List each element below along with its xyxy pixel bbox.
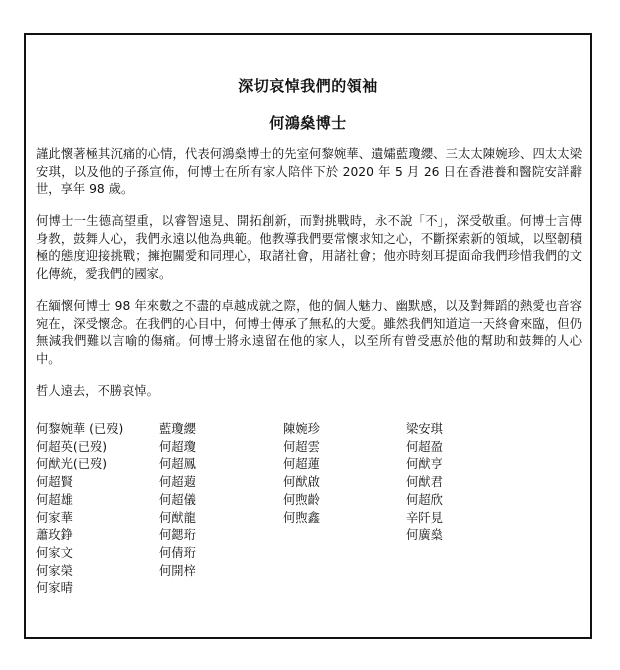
- signatory: 何超盈: [406, 439, 443, 454]
- signatory: 梁安琪: [406, 422, 443, 436]
- obituary-notice-frame: [24, 33, 592, 639]
- signatory: 何猷光(已歿): [36, 457, 108, 472]
- signatory: 何超欣: [406, 492, 443, 507]
- signatories-column-4: [406, 421, 443, 545]
- signatory: 何家文: [36, 545, 73, 560]
- signatory: 何猷君: [406, 475, 443, 490]
- deceased-name-title: 何鴻燊博士: [269, 114, 347, 132]
- signatory: 何倩珩: [159, 545, 196, 560]
- signatories-column-3: [283, 421, 320, 527]
- signatory: 何黎婉華 (已歿): [36, 422, 124, 436]
- signatories-column-1: [36, 421, 123, 598]
- signatory: 何開梓: [159, 563, 196, 578]
- signatory: 藍瓊纓: [159, 422, 196, 436]
- signatory: 何家晴: [36, 581, 73, 596]
- signatory: 陳婉珍: [283, 422, 320, 436]
- signatory: 何超瓊: [159, 439, 196, 454]
- signatory: 何家榮: [36, 563, 73, 578]
- signatory: 何超儀: [159, 492, 196, 507]
- signatory: 何煦齡: [283, 492, 320, 507]
- signatory: 何超英(已歿): [36, 439, 108, 454]
- signatory: 何超雄: [36, 492, 73, 507]
- signatory: 何煦鑫: [283, 510, 320, 525]
- signatory: 何家華: [36, 510, 73, 525]
- signatory: 何超蓮: [283, 457, 320, 472]
- signatories-column-2: [159, 421, 196, 580]
- signatory: 何猷啟: [283, 475, 320, 490]
- tribute-paragraph: 何博士一生德高望重，以睿智遠見、開拓創新，而對挑戰時，永不說「不」，深受敬重。何博士言傳身教，鼓舞人心，我們永遠以他為典範。他教導我們要常懷求知之心，不斷探索新的領域，以堅韌積極的態度迎接挑戰；擁抱關愛和同理心，取諸社會，用諸社會；他亦時刻耳提面命我們珍惜我們的文化傳統，愛我們的國家。: [36, 214, 582, 281]
- remembrance-paragraph: 在緬懷何博士 98 年來數之不盡的卓越成就之際，他的個人魅力、幽默感，以及對舞蹈的熱愛也音容宛在，深受懷念。在我們的心目中，何博士傳承了無私的大愛。雖然我們知道這一天終會來臨，但仍無減我們難以言喻的傷痛。何博士將永遠留在他的家人，以至所有曾受惠於他的幫助和鼓舞的人心中。: [36, 299, 582, 366]
- signatory: 何猷亨: [406, 457, 443, 472]
- signatories-list: [36, 421, 584, 601]
- closing-line: 哲人遠去，不勝哀悼。: [36, 384, 159, 398]
- signatory: 辛阡見: [406, 510, 443, 525]
- announcement-paragraph: 謹此懷著極其沉痛的心情，代表何鴻燊博士的先室何黎婉華、遺孀藍瓊纓、三太太陳婉珍、四太太梁安琪，以及他的子孫宣佈，何博士在所有家人陪伴下於 2020 年 5 月 26 日在香港養和醫院安詳辭世，享年 98 歲。: [36, 147, 582, 196]
- signatory: 何廣燊: [406, 528, 443, 543]
- signatory: 何超賢: [36, 475, 73, 490]
- notice-title: 深切哀悼我們的領袖: [238, 77, 378, 95]
- signatory: 何鍶珩: [159, 528, 196, 543]
- signatory: 何超鳳: [159, 457, 196, 472]
- signatory: 何超蕸: [159, 475, 196, 490]
- signatory: 蕭玫錚: [36, 528, 73, 543]
- signatory: 何超雲: [283, 439, 320, 454]
- signatory: 何猷龍: [159, 510, 196, 525]
